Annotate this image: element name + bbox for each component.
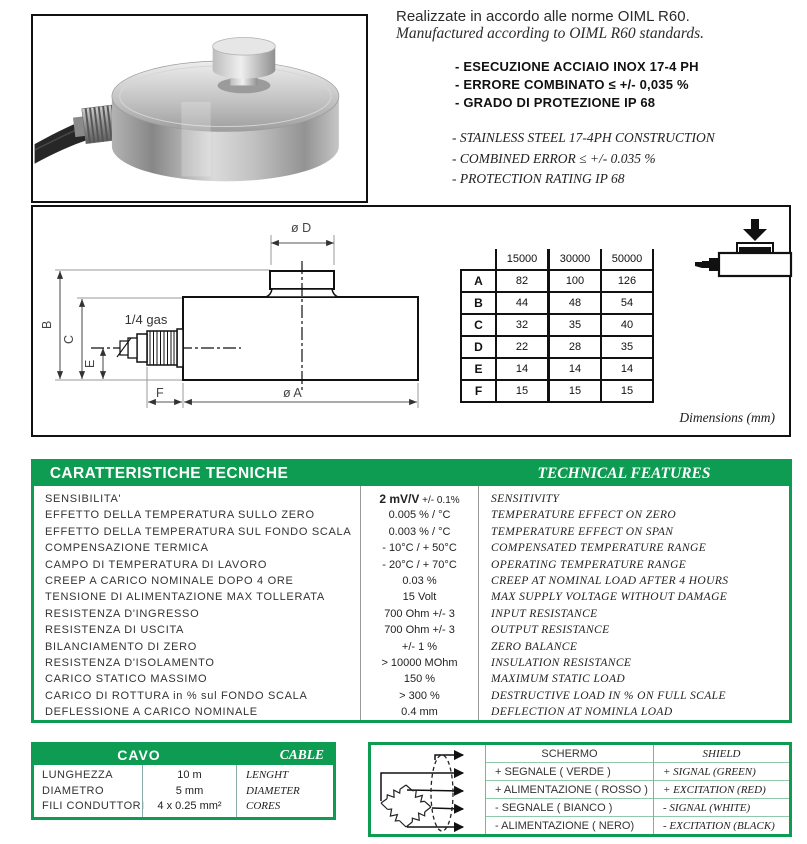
- feature-bullets-en: [452, 128, 715, 190]
- tech-label-it: BILANCIAMENTO DI ZERO: [45, 640, 198, 653]
- dim-value: 82: [496, 270, 549, 292]
- feature-bullet: - ESECUZIONE ACCIAIO INOX 17-4 PH: [455, 59, 699, 74]
- tech-label-it: SENSIBILITA': [45, 493, 122, 505]
- tech-value: [361, 491, 478, 507]
- tech-label-en: ZERO BALANCE: [491, 640, 578, 653]
- cable-label-en: DIAMETER: [246, 784, 300, 797]
- dimension-drawing: [33, 207, 453, 435]
- tech-value: - 10°C / + 50°C: [382, 542, 457, 555]
- tech-label-en: OPERATING TEMPERATURE RANGE: [491, 558, 687, 571]
- tech-value: > 300 %: [399, 689, 440, 702]
- dim-value: 15: [601, 380, 653, 402]
- cable-shield-ellipse: [431, 755, 453, 831]
- technical-features-section: [31, 459, 792, 723]
- cable-header: [34, 745, 333, 765]
- dim-row-label: E: [461, 358, 496, 380]
- tech-value: 0.005 % / °C: [388, 509, 451, 522]
- cable-label-it: FILI CONDUTTORI: [42, 800, 145, 812]
- tech-value: 0.03 %: [402, 574, 437, 587]
- wire-label-en: + SIGNAL (GREEN): [654, 762, 789, 780]
- product-photo-frame: [31, 14, 368, 203]
- tech-label-it: RESISTENZA DI USCITA: [45, 624, 185, 637]
- cable-column-italian: [34, 765, 145, 817]
- cable-section: [31, 742, 336, 820]
- tech-label-it: CARICO DI ROTTURA in % sul FONDO SCALA: [45, 689, 308, 702]
- dim-value: 15: [496, 380, 549, 402]
- load-direction-icon: [681, 219, 807, 279]
- tech-value: > 10000 MOhm: [381, 656, 458, 669]
- section-title-it: CARATTERISTICHE TECNICHE: [49, 465, 289, 482]
- dim-value: 32: [496, 314, 549, 336]
- dim-value: 28: [549, 336, 602, 358]
- dim-value: 14: [601, 358, 653, 380]
- cable-value: 4 x 0.25 mm²: [157, 800, 222, 812]
- tech-column-values: [360, 486, 479, 720]
- wire-label-it: - SEGNALE ( BIANCO ): [486, 798, 653, 816]
- tech-value-main: 2 mV/V: [379, 492, 420, 506]
- tech-value: +/- 1 %: [401, 640, 438, 653]
- table-row: [461, 380, 653, 402]
- dim-value: 40: [601, 314, 653, 336]
- dimensions-unit-note: Dimensions (mm): [679, 410, 775, 425]
- cable-label-en: CORES: [246, 800, 281, 812]
- tech-label-it: CAMPO DI TEMPERATURA DI LAVORO: [45, 558, 268, 571]
- wire-label-en: SHIELD: [702, 747, 741, 760]
- tech-label-en: INSULATION RESISTANCE: [491, 656, 632, 669]
- cable-column-values: [142, 765, 237, 817]
- tech-label-en: MAX SUPPLY VOLTAGE WITHOUT DAMAGE: [491, 591, 728, 604]
- wiring-table: [485, 745, 789, 834]
- tech-label-en: DEFLECTION AT NOMINLA LOAD: [491, 706, 673, 719]
- table-row: [461, 249, 653, 270]
- table-row: [461, 336, 653, 358]
- feature-bullet: - PROTECTION RATING IP 68: [452, 171, 625, 186]
- tech-label-it: CARICO STATICO MASSIMO: [45, 673, 208, 686]
- cable-table: [34, 765, 333, 817]
- dim-value: 14: [496, 358, 549, 380]
- tech-label-en: OUTPUT RESISTANCE: [491, 624, 610, 637]
- wiring-section: [368, 742, 792, 837]
- technical-features-header: [34, 462, 789, 486]
- feature-bullet: - ERRORE COMBINATO ≤ +/- 0,035 %: [455, 77, 689, 92]
- dim-value: 54: [601, 292, 653, 314]
- dim-label-f: F: [156, 386, 164, 400]
- dim-row-label: A: [461, 270, 496, 292]
- tech-label-it: RESISTENZA D'INGRESSO: [45, 607, 200, 620]
- dim-value: 48: [549, 292, 602, 314]
- tech-value: 150 %: [403, 673, 436, 686]
- tech-label-en: INPUT RESISTANCE: [491, 607, 598, 620]
- dim-value: 100: [549, 270, 602, 292]
- dim-value: 35: [601, 336, 653, 358]
- intro-line-it: Realizzate in accordo alle norme OIML R60.: [396, 8, 690, 25]
- cable-label-it: DIAMETRO: [42, 784, 105, 797]
- wheatstone-bridge-icon: [371, 745, 485, 834]
- cable-value: 5 mm: [175, 784, 204, 797]
- tech-column-english: [479, 486, 789, 720]
- table-corner-cell: [461, 249, 496, 270]
- wire-label-it: SCHERMO: [541, 747, 598, 760]
- dim-value: 22: [496, 336, 549, 358]
- bridge-diagram-pane: [371, 745, 485, 834]
- tech-label-it: TENSIONE DI ALIMENTAZIONE MAX TOLLERATA: [45, 591, 325, 604]
- thread-size-label: 1/4 gas: [124, 312, 168, 327]
- table-row: [461, 314, 653, 336]
- feature-bullets-it: [455, 58, 699, 112]
- tech-label-en: COMPENSATED TEMPERATURE RANGE: [491, 542, 707, 555]
- cable-column-english: [237, 765, 333, 817]
- tech-label-it: RESISTENZA D'ISOLAMENTO: [45, 656, 215, 669]
- technical-features-table: [34, 486, 789, 720]
- dim-row-label: C: [461, 314, 496, 336]
- dim-label-c: C: [62, 334, 76, 344]
- dim-value: 126: [601, 270, 653, 292]
- table-row: [461, 358, 653, 380]
- intro-line-en: Manufactured according to OIML R60 standards.: [396, 25, 704, 42]
- capacity-column-header: 15000: [496, 249, 549, 270]
- dim-value: 14: [549, 358, 602, 380]
- dim-label-diameter-a: ø A: [283, 386, 302, 400]
- tech-label-it: CREEP A CARICO NOMINALE DOPO 4 ORE: [45, 574, 294, 587]
- cable-value: 10 m: [177, 769, 202, 781]
- load-cell-photo: [33, 16, 362, 197]
- tech-value: 0.4 mm: [401, 706, 438, 719]
- dim-value: 15: [549, 380, 602, 402]
- dimension-section: [31, 205, 791, 437]
- dim-label-b: B: [40, 320, 54, 329]
- dim-value: 44: [496, 292, 549, 314]
- tech-label-en: SENSITIVITY: [491, 493, 560, 505]
- wire-label-it: + SEGNALE ( VERDE ): [486, 762, 653, 780]
- dim-value: 35: [549, 314, 602, 336]
- wire-label-en: - EXCITATION (BLACK): [654, 816, 789, 834]
- feature-bullet: - GRADO DI PROTEZIONE IP 68: [455, 95, 656, 110]
- dim-row-label: F: [461, 380, 496, 402]
- dim-row-label: D: [461, 336, 496, 358]
- dimension-table: [460, 249, 654, 403]
- capacity-column-header: 30000: [549, 249, 602, 270]
- tech-label-en: CREEP AT NOMINAL LOAD AFTER 4 HOURS: [491, 574, 729, 587]
- dim-label-e: E: [83, 359, 97, 368]
- capacity-column-header: 50000: [601, 249, 653, 270]
- feature-bullet: - STAINLESS STEEL 17-4PH CONSTRUCTION: [452, 130, 715, 145]
- tech-column-italian: [34, 486, 360, 720]
- tech-label-en: TEMPERATURE EFFECT ON ZERO: [491, 509, 677, 522]
- wire-label-it: - ALIMENTAZIONE ( NERO): [486, 816, 653, 834]
- table-row: [461, 292, 653, 314]
- dim-label-diameter-d: ø D: [291, 221, 312, 235]
- tech-value: - 20°C / + 70°C: [382, 558, 457, 571]
- wiring-column-english: [653, 745, 789, 834]
- wiring-column-italian: [486, 745, 653, 834]
- wire-label-it: + ALIMENTAZIONE ( ROSSO ): [486, 780, 653, 798]
- cable-label-en: LENGHT: [246, 769, 289, 781]
- feature-bullet: - COMBINED ERROR ≤ +/- 0.035 %: [452, 150, 656, 166]
- cable-label-it: LUNGHEZZA: [42, 769, 114, 781]
- tech-value: 0.003 % / °C: [388, 525, 451, 538]
- cable-title-it: CAVO: [117, 747, 161, 763]
- intro-text: [396, 8, 796, 42]
- tech-label-it: COMPENSAZIONE TERMICA: [45, 542, 209, 555]
- tech-label-it: DEFLESSIONE A CARICO NOMINALE: [45, 706, 258, 719]
- tech-label-en: MAXIMUM STATIC LOAD: [491, 673, 626, 686]
- tech-value: 700 Ohm +/- 3: [384, 624, 455, 637]
- tech-value-tolerance: +/- 0.1%: [419, 495, 460, 506]
- wire-label-en: - SIGNAL (WHITE): [654, 798, 789, 816]
- tech-label-en: TEMPERATURE EFFECT ON SPAN: [491, 525, 674, 538]
- tech-value: 700 Ohm +/- 3: [384, 607, 455, 620]
- wire-label-en: + EXCITATION (RED): [654, 780, 789, 798]
- dim-row-label: B: [461, 292, 496, 314]
- tech-value: 15 Volt: [402, 591, 437, 604]
- section-title-en: TECHNICAL FEATURES: [537, 465, 711, 482]
- tech-label-it: EFFETTO DELLA TEMPERATURA SUL FONDO SCALA: [45, 525, 352, 538]
- tech-label-it: EFFETTO DELLA TEMPERATURA SULLO ZERO: [45, 509, 315, 522]
- table-row: [461, 270, 653, 292]
- tech-label-en: DESTRUCTIVE LOAD IN % ON FULL SCALE: [491, 689, 726, 702]
- cable-title-en: CABLE: [279, 747, 324, 762]
